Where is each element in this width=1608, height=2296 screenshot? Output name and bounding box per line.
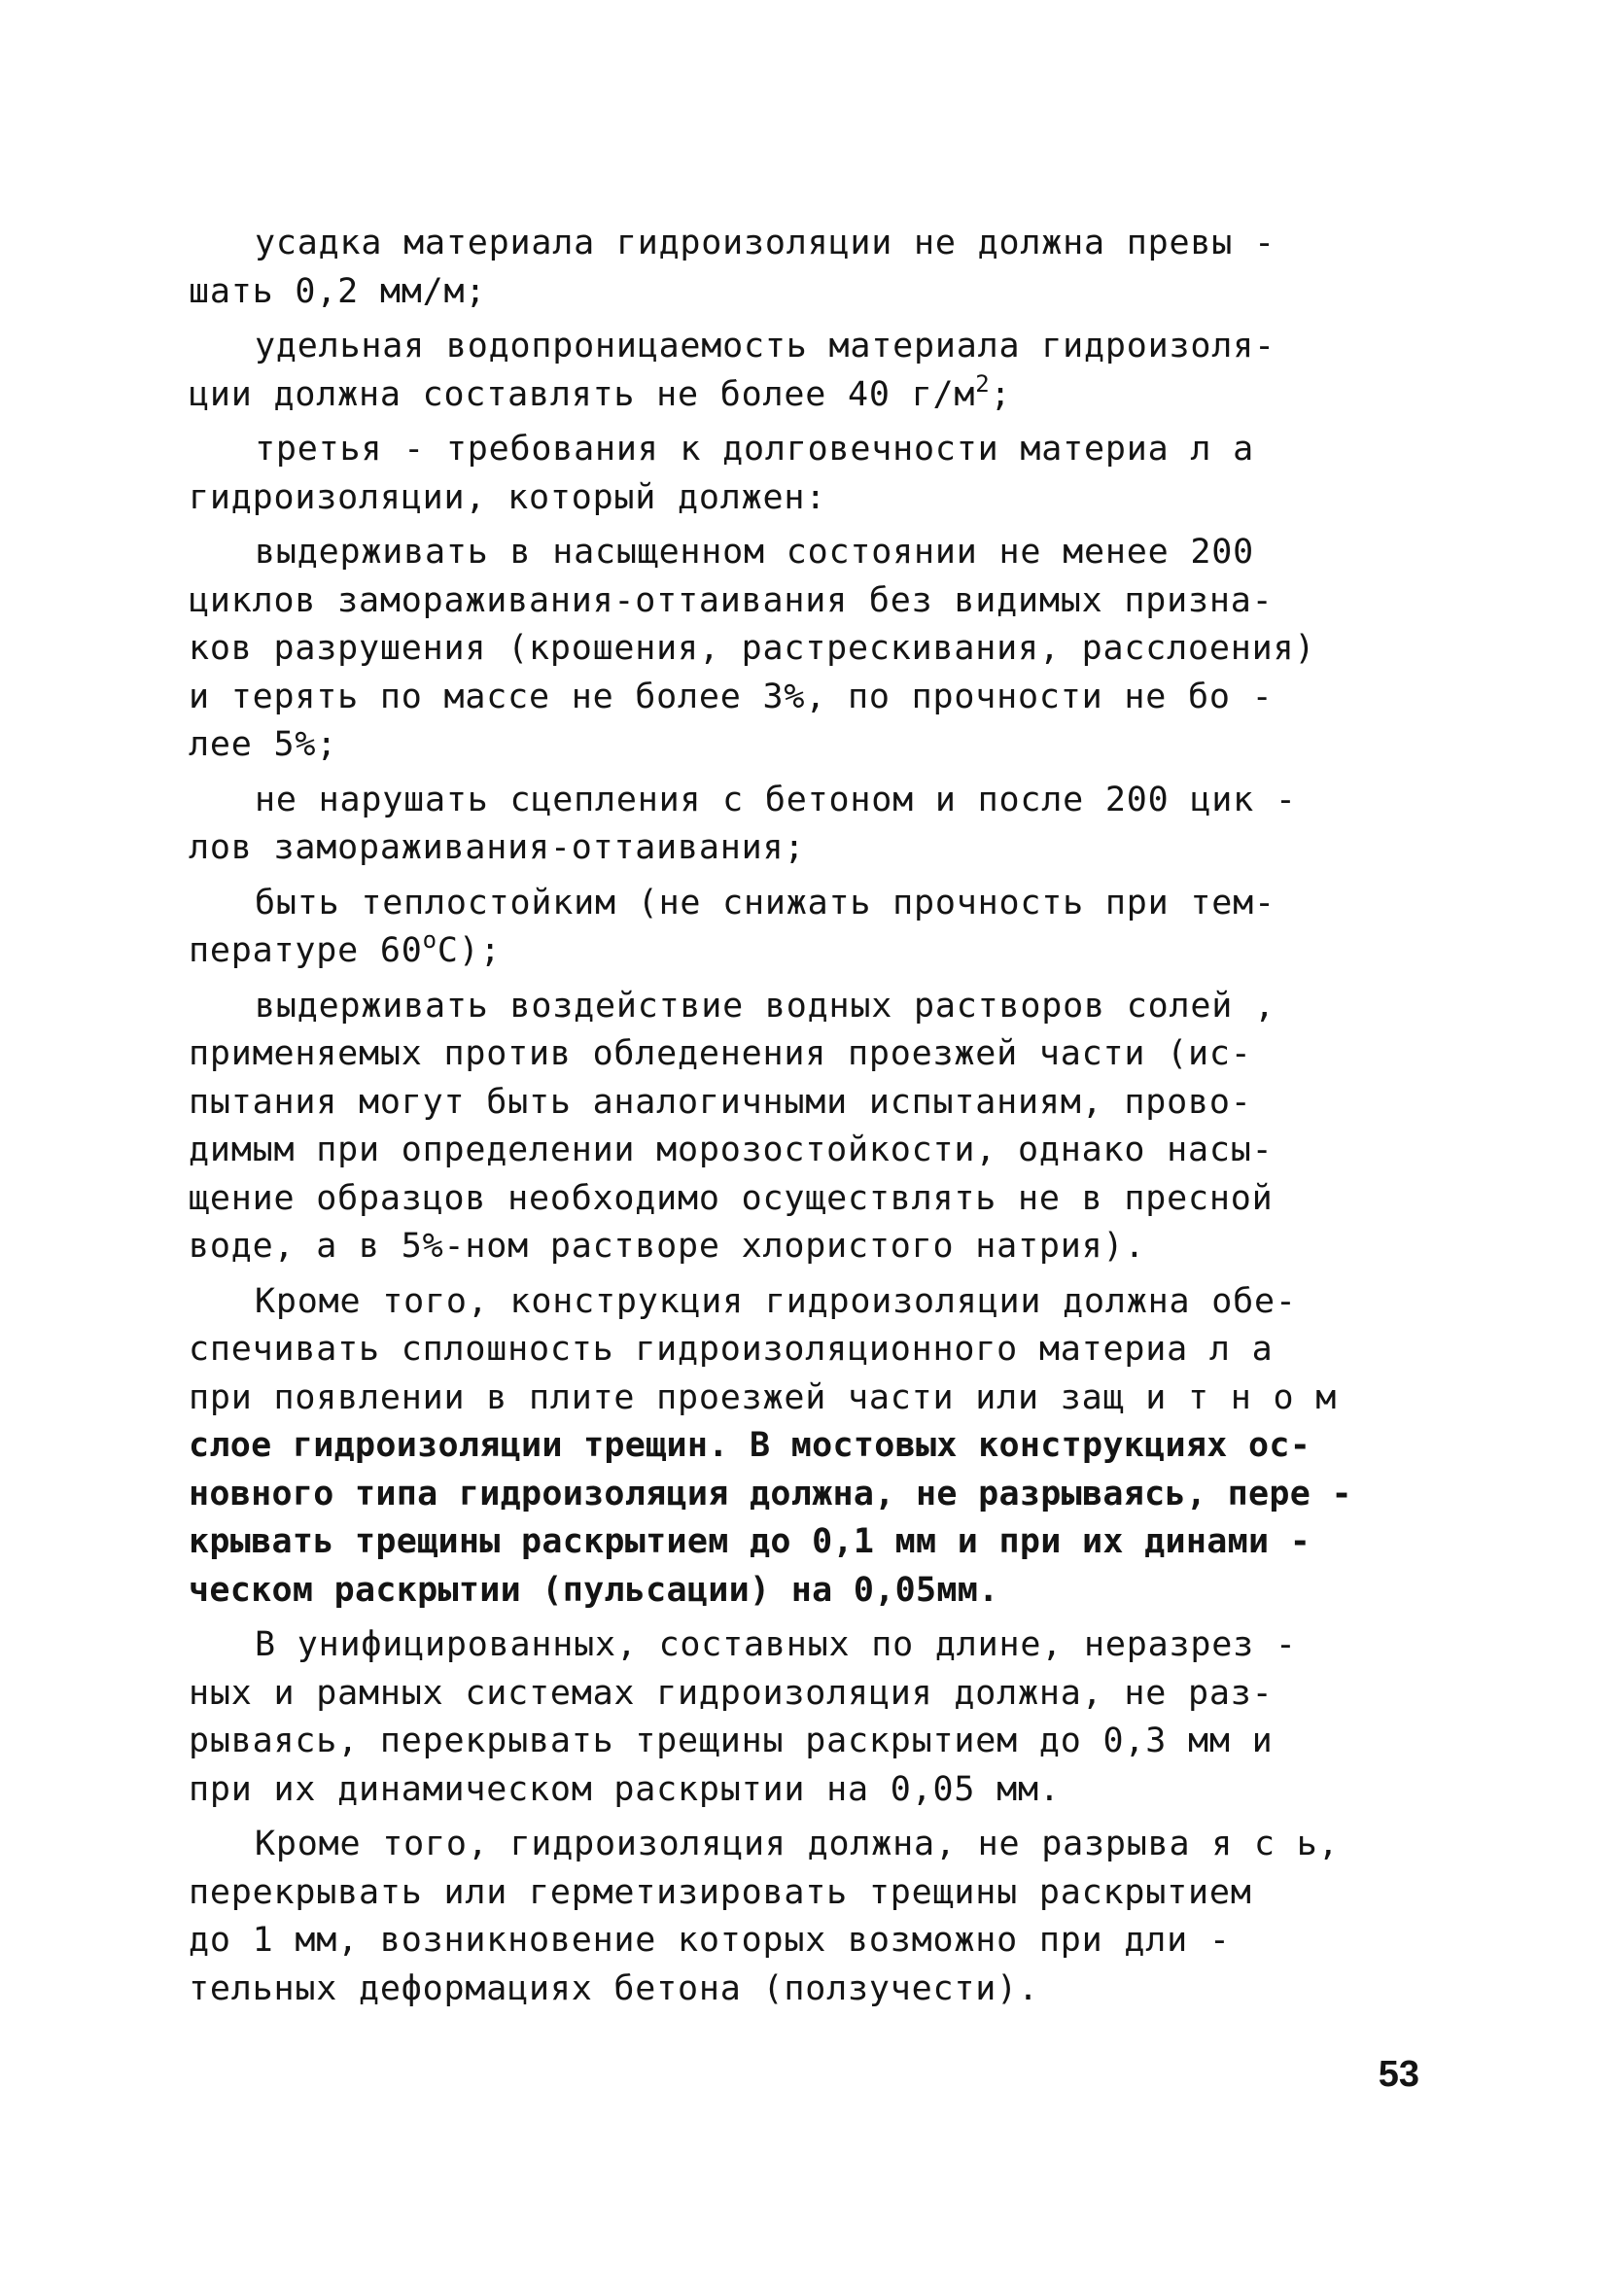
text-line: лов замораживания-оттаивания; [189, 828, 806, 867]
degree-tail: С); [437, 931, 502, 970]
text-line: тельных деформациях бетона (ползучести). [189, 1968, 1039, 2008]
body-text [189, 220, 1423, 2013]
text-line: ных и рамных системах гидроизоляция должна, не раз- [189, 1673, 1274, 1713]
text-line: при появлении в плите проезжей части или защ и т н о м [189, 1377, 1338, 1417]
text-line: не нарушать сцепления с бетоном и после 200 цик - [255, 780, 1297, 819]
text-line: ческом раскрытии (пульсации) на 0,05мм. [189, 1570, 999, 1610]
text-line: Кроме того, гидроизоляция должна, не разрыва я с ь, [255, 1825, 1340, 1863]
text-line: щение образцов необходимо осуществлять не в пресной [189, 1178, 1274, 1218]
text-line: третья - требования к долговечности материа л а [255, 430, 1254, 469]
text-line: удельная водопроницаемость материала гидроизоля- [255, 327, 1276, 365]
text-line: выдерживать воздействие водных растворов солей , [255, 986, 1276, 1026]
text-line: новного типа гидроизоляция должна, не разрываясь, пере - [189, 1474, 1352, 1513]
area-tail: ; [990, 374, 1012, 414]
text-line: крывать трещины раскрытием до 0,1 мм и при их динами - [189, 1522, 1311, 1561]
text-line: воде, а в 5%-ном растворе хлористого натрия). [189, 1227, 1146, 1266]
text-line: шать 0,2 мм/м; [189, 271, 487, 311]
text-line: выдерживать в насыщенном состоянии не менее 200 [255, 533, 1254, 572]
text-line-content: пературе 60 [189, 931, 423, 970]
text-line: перекрывать или герметизировать трещины раскрытием [189, 1872, 1252, 1912]
text-line: слое гидроизоляции трещин. В мостовых конструкциях ос- [189, 1426, 1311, 1465]
text-line: ков разрушения (крошения, растрескивания, расслоения) [189, 629, 1316, 668]
area-exponent: 2 [975, 369, 991, 398]
text-line: и терять по массе не более 3%, по прочности не бо - [189, 677, 1274, 716]
text-line: лее 5%; [189, 725, 338, 764]
text-line [189, 371, 1423, 420]
text-line: до 1 мм, возникновение которых возможно при дли - [189, 1921, 1231, 1960]
text-line: пытания могут быть аналогичными испытаниям, прово- [189, 1082, 1252, 1122]
text-line: усадка материала гидроизоляции не должна превы - [255, 224, 1276, 262]
text-line: спечивать сплошность гидроизоляционного материа л а [189, 1330, 1274, 1369]
text-line-content: ции должна составлять не более 40 г/м [189, 374, 976, 414]
text-line [189, 927, 1423, 976]
text-line: применяемых против обледенения проезжей части (ис- [189, 1034, 1252, 1073]
text-line: быть теплостойким (не снижать прочность при тем- [255, 883, 1276, 922]
degree-symbol: о [422, 926, 437, 954]
text-line: рываясь, перекрывать трещины раскрытием до 0,3 мм и [189, 1722, 1274, 1760]
text-line: циклов замораживания-оттаивания без видимых призна- [189, 580, 1274, 620]
text-line: димым при определении морозостойкости, однако насы- [189, 1131, 1274, 1169]
page-number: 53 [1378, 2054, 1419, 2095]
text-line: при их динамическом раскрытии на 0,05 мм. [189, 1769, 1061, 1809]
text-line: В унифицированных, составных по длине, неразрез - [255, 1625, 1297, 1664]
text-line: гидроизоляции, который должен: [189, 477, 827, 517]
text-line: Кроме того, конструкция гидроизоляции должна обе- [255, 1281, 1297, 1321]
